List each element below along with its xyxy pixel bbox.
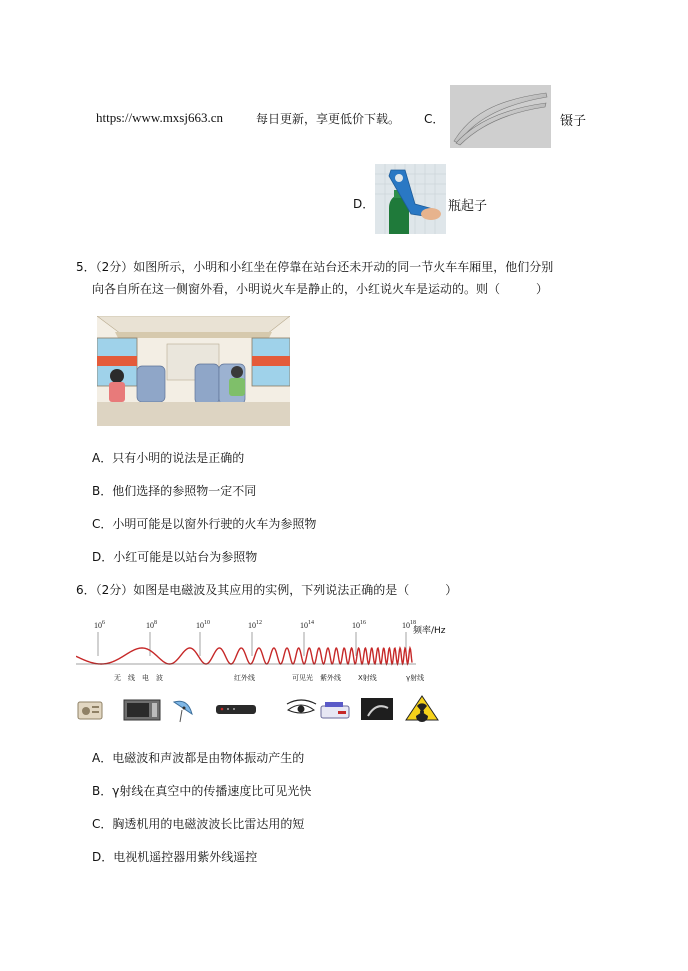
q5-option-d[interactable]: D．小红可能是以站台为参照物 — [92, 550, 258, 564]
q6-option-a[interactable]: A．电磁波和声波都是由物体振动产生的 — [92, 751, 305, 765]
freq-tick-0: $10^6$ — [94, 620, 105, 630]
freq-tick-5: $10^{16}$ — [352, 620, 366, 630]
microwave-icon — [124, 700, 160, 720]
option-d-text: 瓶起子 — [448, 199, 488, 214]
option-d-label: D． — [353, 197, 375, 211]
em-spectrum-figure — [76, 612, 446, 724]
freq-tick-6: $10^{18}$ — [402, 620, 416, 630]
freq-tick-1: $10^8$ — [146, 620, 157, 630]
radiation-icon — [406, 696, 438, 722]
q5-stem-line2: 向各自所在这一侧窗外看，小明说火车是静止的，小红说火车是运动的。则（ ） — [92, 282, 549, 296]
band-label-2: 可见光 — [292, 674, 313, 682]
xray-film-icon — [361, 698, 393, 720]
eye-icon — [287, 700, 316, 713]
q6-option-d[interactable]: D．电视机遥控器用紫外线遥控 — [92, 850, 258, 864]
q5-option-b[interactable]: B．他们选择的参照物一定不同 — [92, 484, 257, 498]
train-cabin-image — [97, 316, 290, 426]
option-c-text: 镊子 — [560, 114, 587, 129]
satellite-dish-icon — [174, 701, 192, 722]
band-label-4: X射线 — [358, 674, 377, 682]
band-label-1: 红外线 — [234, 674, 255, 682]
uv-lamp-icon — [321, 702, 349, 718]
freq-tick-2: $10^{10}$ — [196, 620, 210, 630]
q6-option-c[interactable]: C．胸透机用的电磁波波长比雷达用的短 — [92, 817, 305, 831]
band-label-0: 无 线 电 波 — [114, 674, 163, 682]
remote-control-icon — [216, 705, 256, 714]
radio-icon — [78, 702, 102, 719]
q6-stem: 6．（2分）如图是电磁波及其应用的实例，下列说法正确的是（ ） — [76, 583, 458, 597]
band-label-5: γ射线 — [406, 674, 425, 682]
freq-tick-4: $10^{14}$ — [300, 620, 314, 630]
band-label-3: 紫外线 — [320, 674, 341, 682]
source-url[interactable]: https://www.mxsj663.cn — [96, 110, 223, 125]
freq-unit-label: 频率/Hz — [413, 626, 446, 636]
promo-text: 每日更新，享更低价下载。 — [256, 112, 401, 126]
bottle-opener-image — [375, 164, 446, 234]
q5-stem-line1: 5．（2分）如图所示，小明和小红坐在停靠在站台还未开动的同一节火车车厢里，他们分别 — [76, 260, 554, 274]
q5-option-a[interactable]: A．只有小明的说法是正确的 — [92, 451, 245, 465]
q6-option-b[interactable]: B．γ射线在真空中的传播速度比可见光快 — [92, 784, 312, 798]
tweezers-image — [450, 85, 551, 148]
q5-option-c[interactable]: C．小明可能是以窗外行驶的火车为参照物 — [92, 517, 317, 531]
freq-tick-3: $10^{12}$ — [248, 620, 262, 630]
option-c-label: C． — [424, 112, 445, 126]
